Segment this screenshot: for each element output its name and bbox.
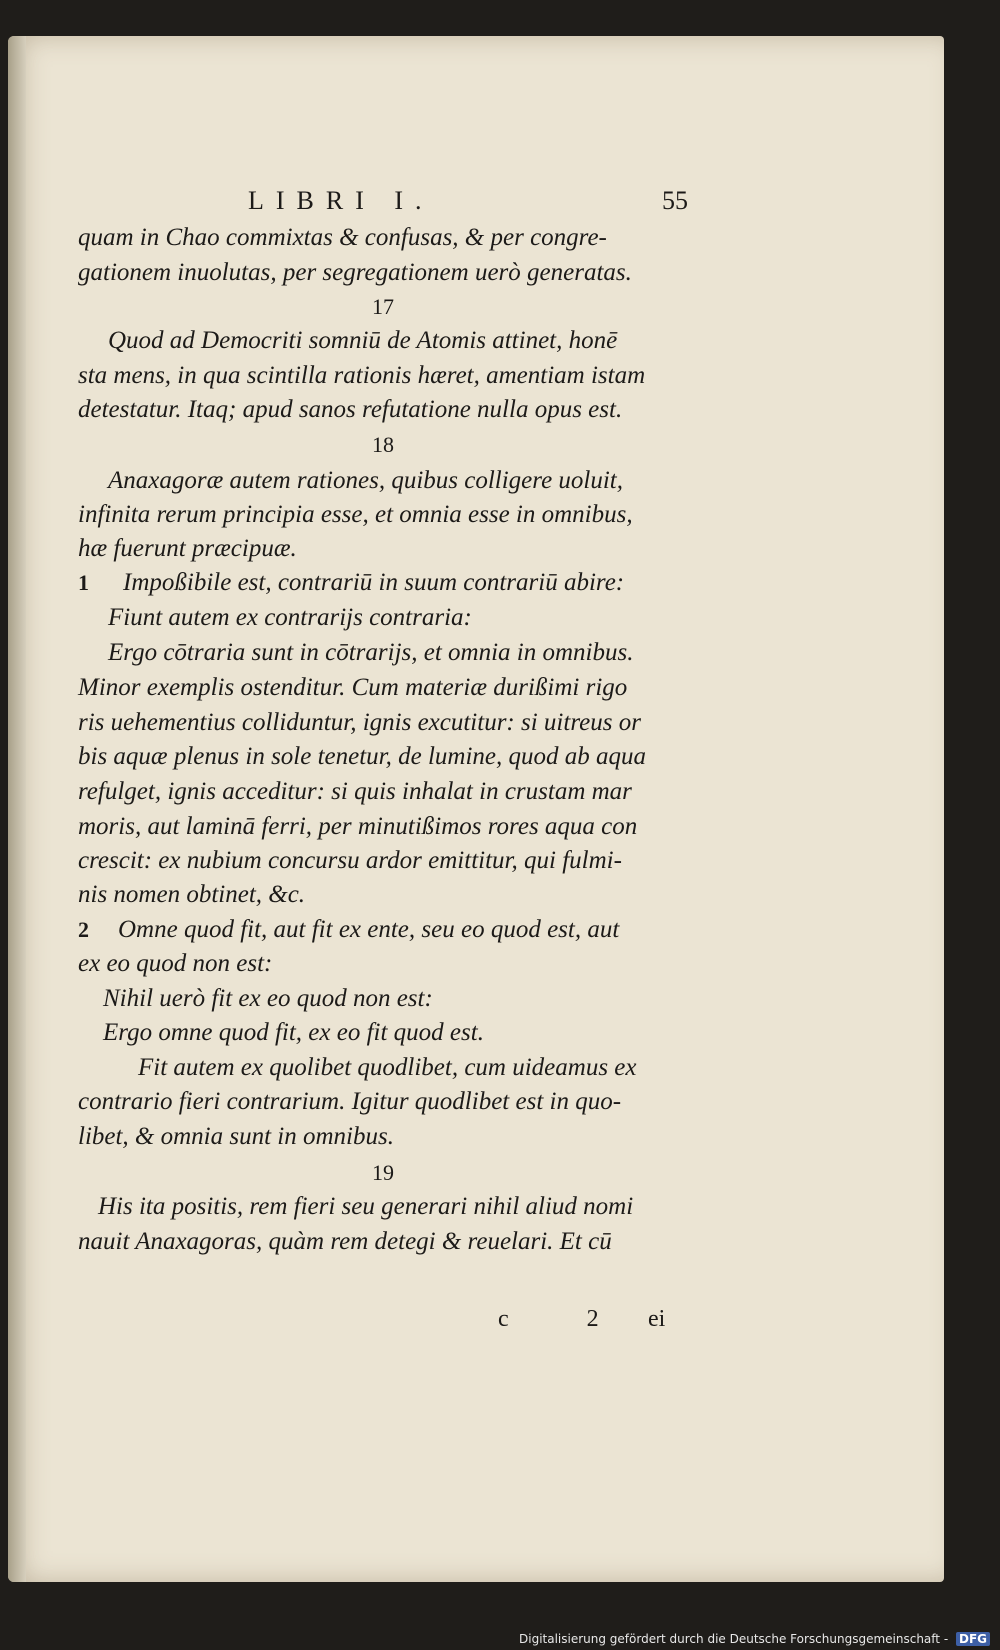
text-line: bis aquæ plenus in sole tenetur, de lumine, quod ab aqua xyxy=(78,743,647,770)
text-line: Fiunt autem ex contrarijs contraria: xyxy=(108,604,472,631)
text-line: infinita rerum principia esse, et omnia esse in omnibus, xyxy=(78,501,633,528)
text-line: His ita positis, rem fieri seu generari nihil aliud nomi xyxy=(98,1193,634,1220)
section-number: 18 xyxy=(372,432,394,457)
text-line: Impoßibile est, contrariū in suum contrariū abire: xyxy=(123,569,625,596)
section-number: 17 xyxy=(372,294,394,319)
running-head-title: LIBRI I. xyxy=(248,186,434,215)
text-line: detestatur. Itaq; apud sanos refutatione nulla opus est. xyxy=(78,396,623,423)
section-number: 19 xyxy=(372,1160,394,1185)
signature-mark: c 2 xyxy=(498,1306,635,1332)
catchword: ei xyxy=(648,1306,666,1332)
text-line: Ergo omne quod fit, ex eo fit quod est. xyxy=(103,1019,484,1046)
text-line: hæ fuerunt præcipuæ. xyxy=(78,535,297,562)
text-line: quam in Chao commixtas & confusas, & per congre- xyxy=(78,224,607,251)
credit-text: Digitalisierung gefördert durch die Deutsche Forschungsgemeinschaft - xyxy=(519,1632,949,1646)
book-page xyxy=(8,36,944,1582)
item-number: 2 xyxy=(78,917,89,942)
text-line: Fit autem ex quolibet quodlibet, cum uideamus ex xyxy=(138,1054,637,1081)
dfg-logo: DFG xyxy=(956,1632,990,1646)
text-line: ex eo quod non est: xyxy=(78,950,273,977)
text-line: ris uehementius colliduntur, ignis excutitur: si uitreus or xyxy=(78,709,641,736)
text-line: libet, & omnia sunt in omnibus. xyxy=(78,1123,394,1150)
text-line: crescit: ex nubium concursu ardor emittitur, qui fulmi- xyxy=(78,847,622,874)
text-line: Anaxagoræ autem rationes, quibus colligere uoluit, xyxy=(108,467,624,494)
page-gutter-shadow xyxy=(8,36,26,1582)
text-line: Minor exemplis ostenditur. Cum materiæ durißimi rigo xyxy=(78,674,628,701)
text-line: Quod ad Democriti somniū de Atomis attinet, honē xyxy=(108,327,618,354)
running-head xyxy=(248,186,688,216)
text-line: moris, aut laminā ferri, per minutißimos rores aqua con xyxy=(78,813,638,840)
text-line: Omne quod fit, aut fit ex ente, seu eo quod est, aut xyxy=(118,916,620,943)
text-line: nauit Anaxagoras, quàm rem detegi & reuelari. Et cū xyxy=(78,1228,612,1255)
text-line: Nihil uerò fit ex eo quod non est: xyxy=(103,985,433,1012)
digitization-credit xyxy=(519,1632,990,1646)
text-line: nis nomen obtinet, &c. xyxy=(78,881,306,908)
text-line: sta mens, in qua scintilla rationis hæret, amentiam istam xyxy=(78,362,646,389)
page-number: 55 xyxy=(662,186,688,215)
text-line: contrario fieri contrarium. Igitur quodlibet est in quo- xyxy=(78,1088,622,1115)
item-number: 1 xyxy=(78,570,89,595)
text-line: gationem inuolutas, per segregationem uerò generatas. xyxy=(78,259,632,286)
text-line: refulget, ignis acceditur: si quis inhalat in crustam mar xyxy=(78,778,632,805)
text-line: Ergo cōtraria sunt in cōtrarijs, et omnia in omnibus. xyxy=(108,639,634,666)
